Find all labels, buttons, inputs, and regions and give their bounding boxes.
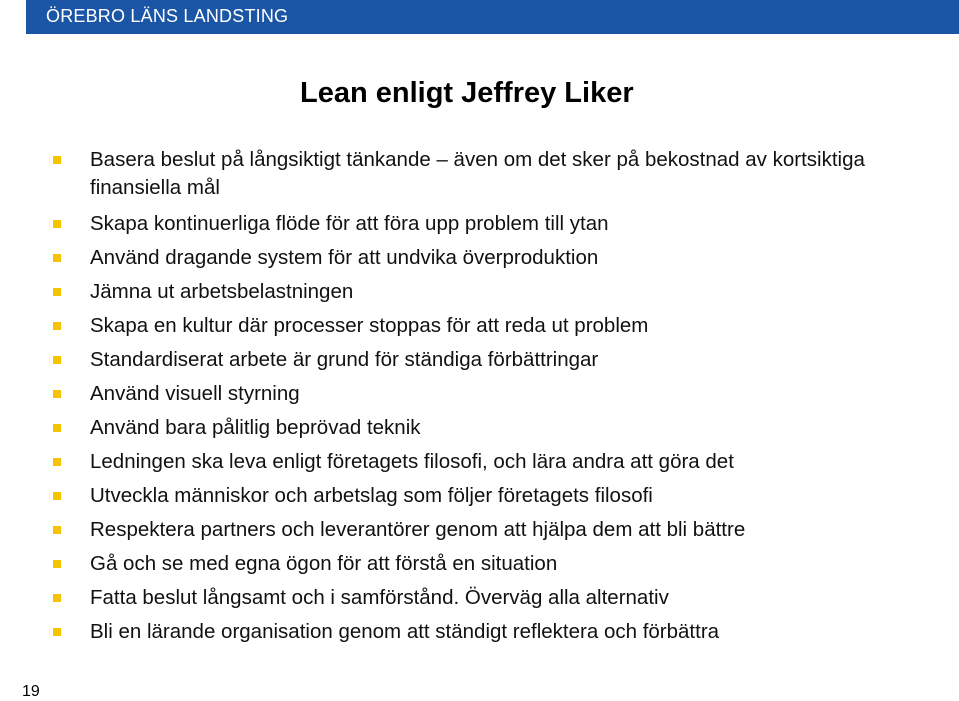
- bullet-square-icon: [53, 628, 61, 636]
- bullet-item: [46, 146, 926, 202]
- bullet-square-icon: [53, 526, 61, 534]
- bullet-item: [46, 312, 926, 340]
- bullet-text: Respektera partners och leverantörer genom att hjälpa dem att bli bättre: [90, 518, 746, 541]
- bullet-text: Skapa en kultur där processer stoppas för att reda ut problem: [90, 314, 649, 337]
- bullet-text: Använd visuell styrning: [90, 382, 300, 405]
- bullet-square-icon: [53, 288, 61, 296]
- page-number: 19: [22, 683, 40, 700]
- bullet-square-icon: [53, 458, 61, 466]
- bullet-item: [46, 516, 926, 544]
- bullet-text: Jämna ut arbetsbelastningen: [90, 280, 354, 303]
- bullet-text: Gå och se med egna ögon för att förstå en situation: [90, 552, 558, 575]
- bullet-item: [46, 550, 926, 578]
- left-margin-stripe: [0, 34, 26, 701]
- bullet-square-icon: [53, 560, 61, 568]
- organization-name: ÖREBRO LÄNS LANDSTING: [46, 6, 289, 26]
- bullet-text: Utveckla människor och arbetslag som följer företagets filosofi: [90, 484, 653, 507]
- bullet-item: [46, 618, 926, 646]
- bullet-text: Ledningen ska leva enligt företagets filosofi, och lära andra att göra det: [90, 450, 734, 473]
- bullet-list: [46, 146, 926, 652]
- header-stripe: [0, 0, 26, 34]
- bullet-text: Skapa kontinuerliga flöde för att föra upp problem till ytan: [90, 212, 609, 235]
- bullet-square-icon: [53, 390, 61, 398]
- bullet-item: [46, 380, 926, 408]
- bullet-text: Använd dragande system för att undvika överproduktion: [90, 246, 599, 269]
- header-bar: [0, 0, 959, 34]
- bullet-item: [46, 584, 926, 612]
- bullet-square-icon: [53, 492, 61, 500]
- slide-title: Lean enligt Jeffrey Liker: [300, 77, 634, 109]
- bullet-text: Fatta beslut långsamt och i samförstånd. Överväg alla alternativ: [90, 586, 669, 609]
- bullet-item: [46, 346, 926, 374]
- bullet-square-icon: [53, 254, 61, 262]
- bullet-item: [46, 414, 926, 442]
- bullet-square-icon: [53, 220, 61, 228]
- bullet-item: [46, 448, 926, 476]
- bullet-item: [46, 210, 926, 238]
- bullet-square-icon: [53, 322, 61, 330]
- bullet-item: [46, 278, 926, 306]
- bullet-item: [46, 244, 926, 272]
- bullet-square-icon: [53, 594, 61, 602]
- bullet-text: Standardiserat arbete är grund för ständiga förbättringar: [90, 348, 599, 371]
- bullet-square-icon: [53, 424, 61, 432]
- bullet-text: Använd bara pålitlig beprövad teknik: [90, 416, 421, 439]
- bullet-text: Basera beslut på långsiktigt tänkande – även om det sker på bekostnad av kortsiktiga finansiella mål: [90, 148, 865, 199]
- bullet-text: Bli en lärande organisation genom att ständigt reflektera och förbättra: [90, 620, 720, 643]
- bullet-square-icon: [53, 356, 61, 364]
- bullet-square-icon: [53, 156, 61, 164]
- bullet-item: [46, 482, 926, 510]
